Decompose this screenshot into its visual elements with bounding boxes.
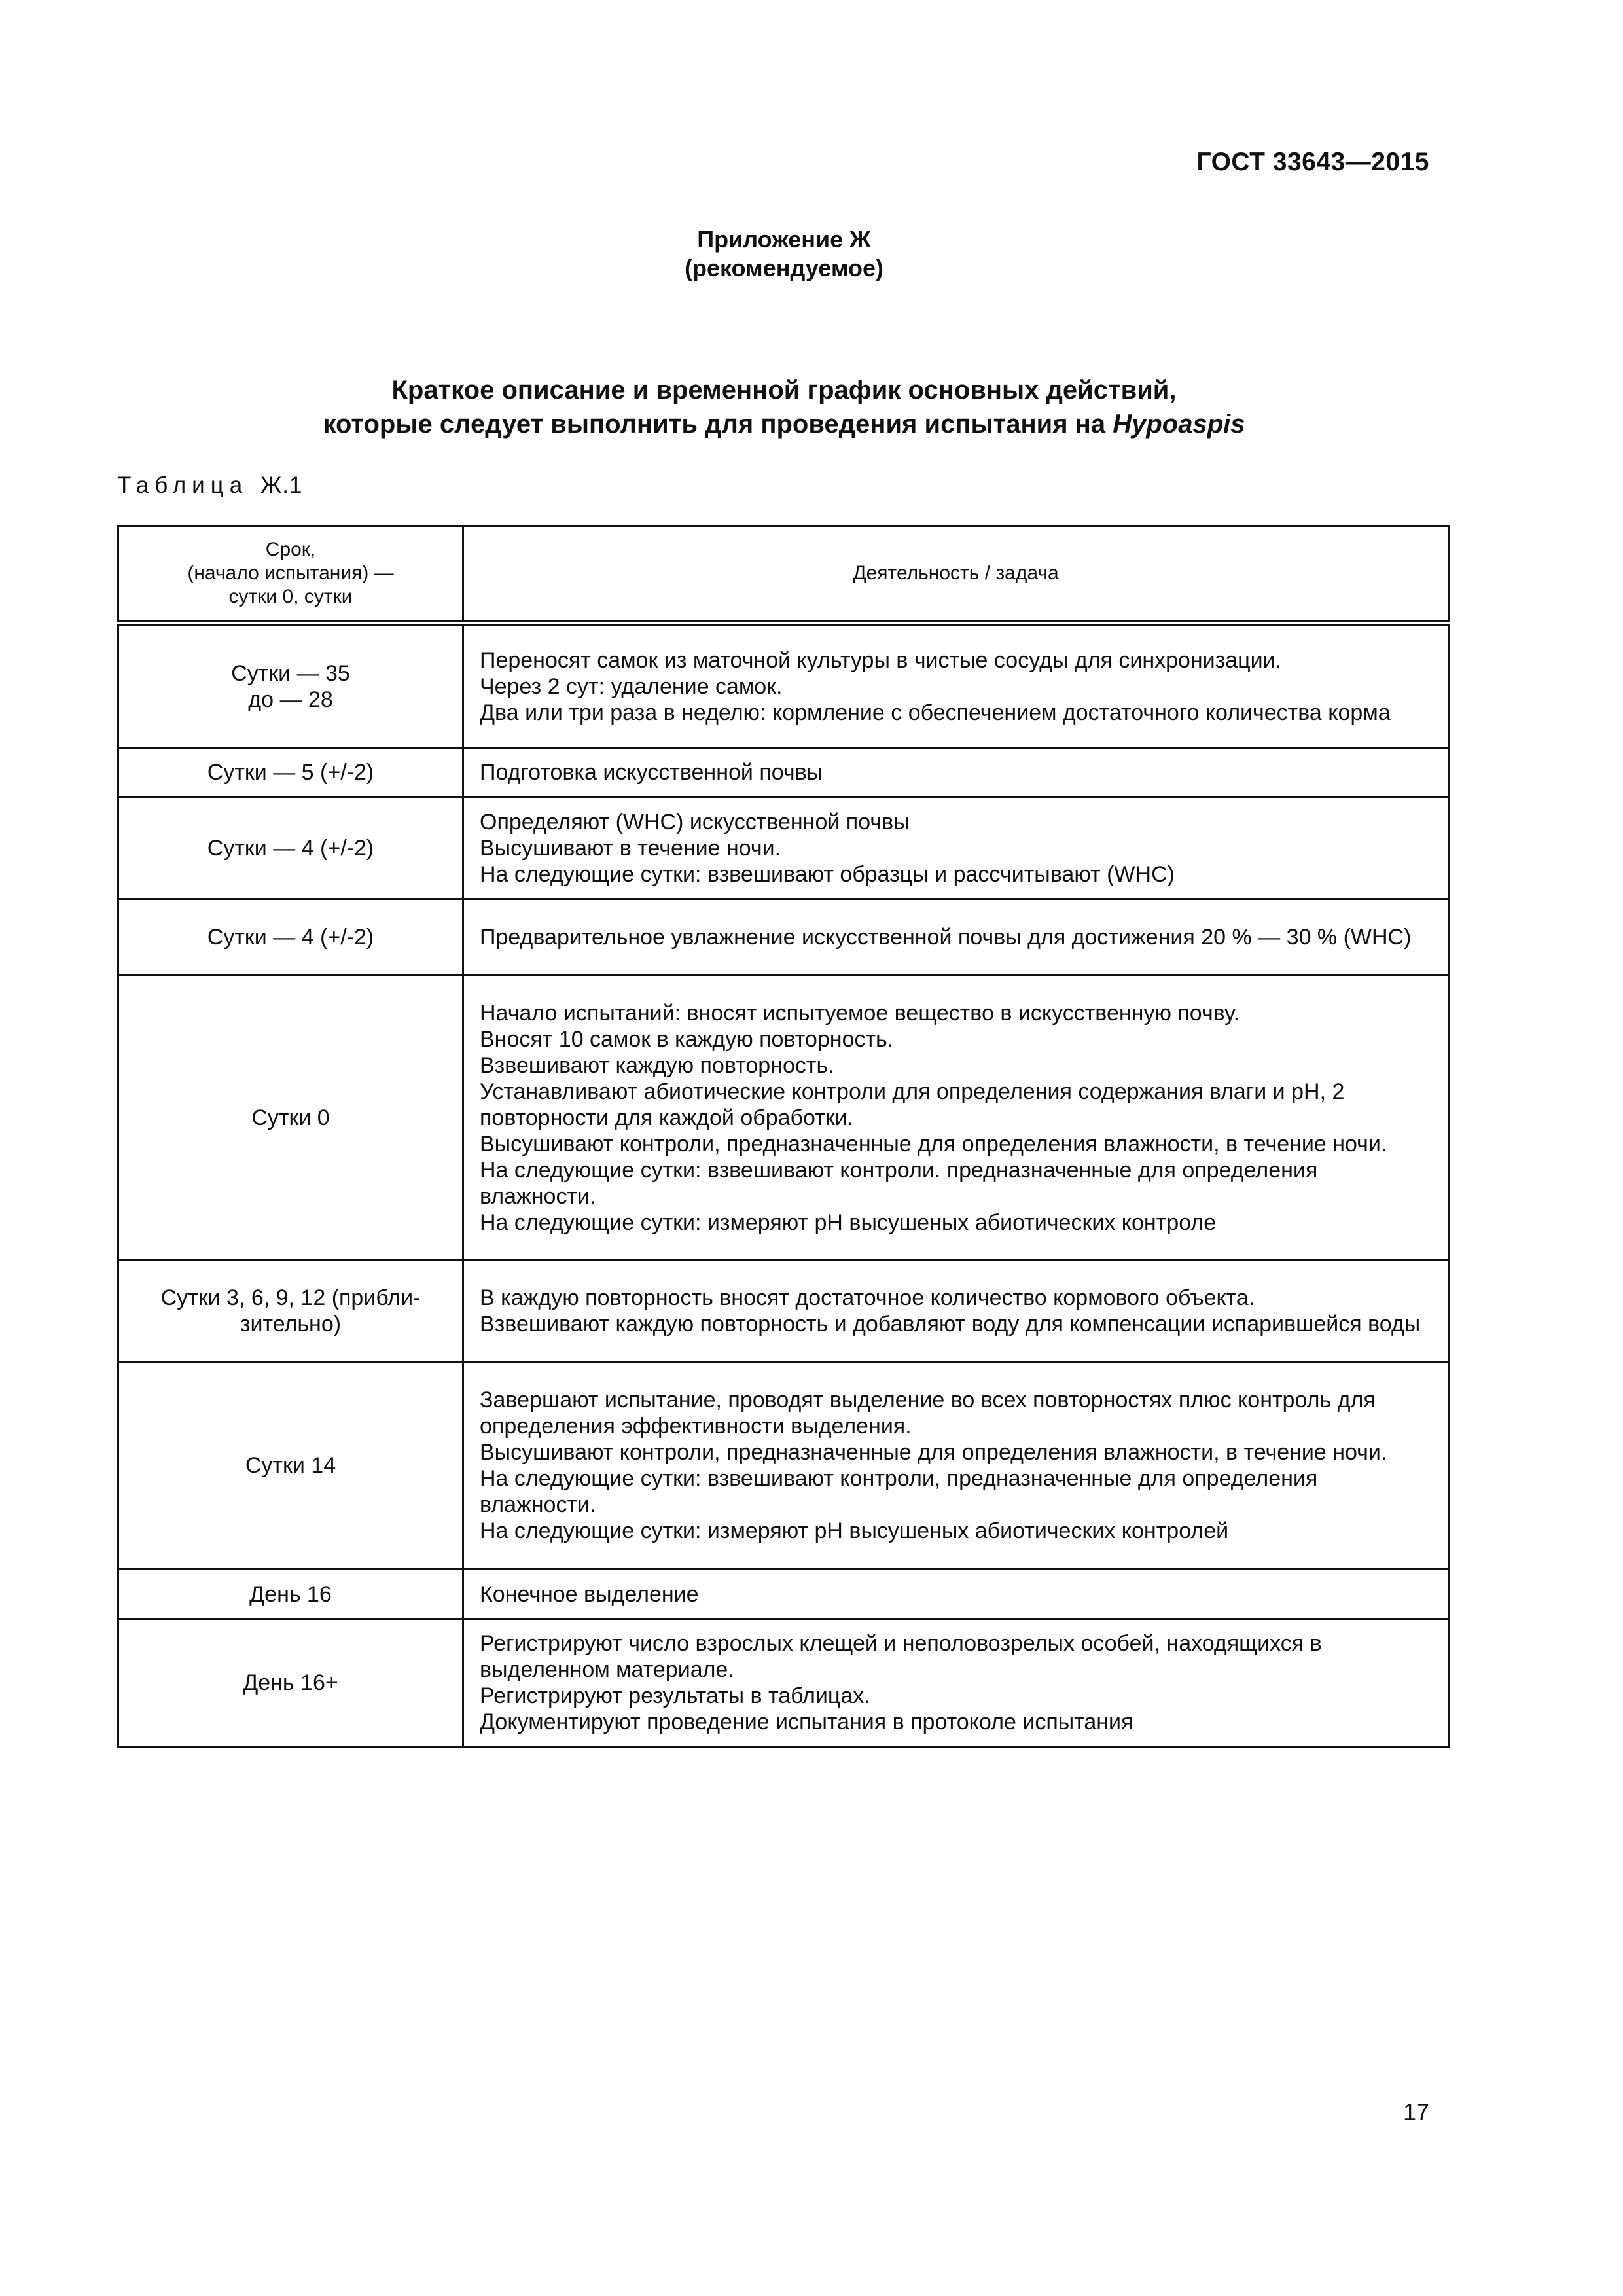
term-line: День 16+ bbox=[243, 1670, 338, 1695]
task-line: Определяют (WHC) искусственной почвы bbox=[480, 809, 910, 834]
task-line: Конечное выделение bbox=[480, 1581, 699, 1607]
task-line: Через 2 сут: удаление самок. bbox=[480, 673, 783, 699]
document-code: ГОСТ 33643—2015 bbox=[1196, 148, 1429, 176]
term-line: Сутки — 5 (+/-2) bbox=[207, 760, 374, 785]
task-line: Два или три раза в неделю: кормление с обеспечением достаточного количества корма bbox=[480, 700, 1391, 725]
table-row bbox=[118, 899, 1449, 975]
appendix-heading bbox=[0, 225, 1568, 283]
row-term bbox=[118, 1261, 463, 1362]
task-line: Завершают испытание, проводят выделение во всех повторностях плюс контроль для определения эффективности выделения. bbox=[480, 1388, 1376, 1439]
task-line: На следующие сутки: взвешивают контроли. предназначенные для определения влажности. bbox=[480, 1157, 1318, 1209]
task-line: Подготовка искусственной почвы bbox=[480, 760, 823, 785]
table-row bbox=[118, 797, 1449, 899]
row-term bbox=[118, 899, 463, 975]
row-task bbox=[463, 1362, 1449, 1570]
table-row bbox=[118, 748, 1449, 797]
row-task bbox=[463, 975, 1449, 1261]
term-line: День 16 bbox=[249, 1581, 332, 1607]
page-title bbox=[0, 373, 1568, 441]
row-task bbox=[463, 623, 1449, 748]
term-line: до — 28 bbox=[248, 687, 333, 712]
term-line: Сутки 0 bbox=[251, 1105, 330, 1130]
term-line: Сутки 14 bbox=[245, 1453, 336, 1478]
title-line-1: Краткое описание и временной график основных действий, bbox=[391, 376, 1177, 404]
row-task bbox=[463, 1570, 1449, 1619]
header-term-line: сутки 0, сутки bbox=[228, 586, 353, 607]
appendix-name: Приложение Ж bbox=[697, 226, 871, 253]
table-row bbox=[118, 1362, 1449, 1570]
row-term bbox=[118, 1619, 463, 1747]
title-species-name: Hypoaspis bbox=[1113, 410, 1245, 439]
task-line: Высушивают контроли, предназначенные для определения влажности, в течение ночи. bbox=[480, 1440, 1387, 1465]
row-term bbox=[118, 748, 463, 797]
task-line: На следующие сутки: измеряют pH высушеных абиотических контроле bbox=[480, 1210, 1217, 1235]
task-line: На следующие сутки: измеряют pH высушеных абиотических контролей bbox=[480, 1518, 1229, 1543]
task-line: Взвешивают каждую повторность. bbox=[480, 1052, 834, 1078]
table-caption-word: Таблица bbox=[117, 473, 249, 498]
page-number: 17 bbox=[1402, 2098, 1429, 2125]
task-line: Взвешивают каждую повторность и добавляют воду для компенсации испарившейся воды bbox=[480, 1312, 1421, 1336]
task-line: Регистрируют число взрослых клещей и неполовозрелых особей, находящихся в выделенном материале. bbox=[480, 1631, 1322, 1682]
table-caption-number: Ж.1 bbox=[260, 473, 303, 498]
term-line: Сутки — 4 (+/-2) bbox=[207, 835, 374, 861]
task-line: На следующие сутки: взвешивают контроли, предназначенные для определения влажности. bbox=[480, 1466, 1318, 1517]
row-term bbox=[118, 1570, 463, 1619]
header-task: Деятельность / задача bbox=[463, 526, 1449, 623]
term-line: Сутки 3, 6, 9, 12 (прибли- bbox=[160, 1285, 421, 1310]
row-task bbox=[463, 1619, 1449, 1747]
task-line: Устанавливают абиотические контроли для определения содержания влаги и pH, 2 повторности для каждой обработки. bbox=[480, 1079, 1345, 1130]
row-task bbox=[463, 748, 1449, 797]
task-line: Документируют проведение испытания в протоколе испытания bbox=[480, 1710, 1133, 1734]
term-line: Сутки — 35 bbox=[231, 660, 350, 686]
row-term bbox=[118, 623, 463, 748]
task-line: Высушивают в течение ночи. bbox=[480, 835, 781, 861]
row-task bbox=[463, 899, 1449, 975]
schedule-table bbox=[117, 525, 1450, 1748]
task-line: В каждую повторность вносят достаточное количество кормового объекта. bbox=[480, 1285, 1255, 1310]
table-header-row bbox=[118, 526, 1449, 623]
task-line: Регистрируют результаты в таблицах. bbox=[480, 1683, 870, 1708]
header-term bbox=[118, 526, 463, 623]
title-line-2 bbox=[0, 407, 1568, 441]
row-term bbox=[118, 797, 463, 899]
row-term bbox=[118, 1362, 463, 1570]
table-caption bbox=[117, 473, 302, 499]
table-row bbox=[118, 1570, 1449, 1619]
row-term bbox=[118, 975, 463, 1261]
task-line: Высушивают контроли, предназначенные для определения влажности, в течение ночи. bbox=[480, 1131, 1387, 1157]
header-term-line: Срок, bbox=[265, 539, 316, 560]
table-row bbox=[118, 1261, 1449, 1362]
task-line: Предварительное увлажнение искусственной почвы для достижения 20 % — 30 % (WHC) bbox=[480, 924, 1412, 950]
table-row bbox=[118, 975, 1449, 1261]
term-line: зительно) bbox=[240, 1312, 342, 1336]
term-line: Сутки — 4 (+/-2) bbox=[207, 924, 374, 950]
table-row bbox=[118, 1619, 1449, 1747]
task-line: Переносят самок из маточной культуры в чистые сосуды для синхронизации. bbox=[480, 647, 1282, 673]
row-task bbox=[463, 797, 1449, 899]
header-term-line: (начало испытания) — bbox=[187, 562, 394, 584]
title-line-2-text: которые следует выполнить для проведения испытания на bbox=[323, 410, 1113, 439]
task-line: На следующие сутки: взвешивают образцы и рассчитывают (WHC) bbox=[480, 861, 1175, 887]
table-row bbox=[118, 623, 1449, 748]
task-line: Начало испытаний: вносят испытуемое вещество в искусственную почву. bbox=[480, 1000, 1240, 1026]
task-line: Вносят 10 самок в каждую повторность. bbox=[480, 1026, 894, 1052]
appendix-status: (рекомендуемое) bbox=[685, 255, 883, 281]
row-task bbox=[463, 1261, 1449, 1362]
